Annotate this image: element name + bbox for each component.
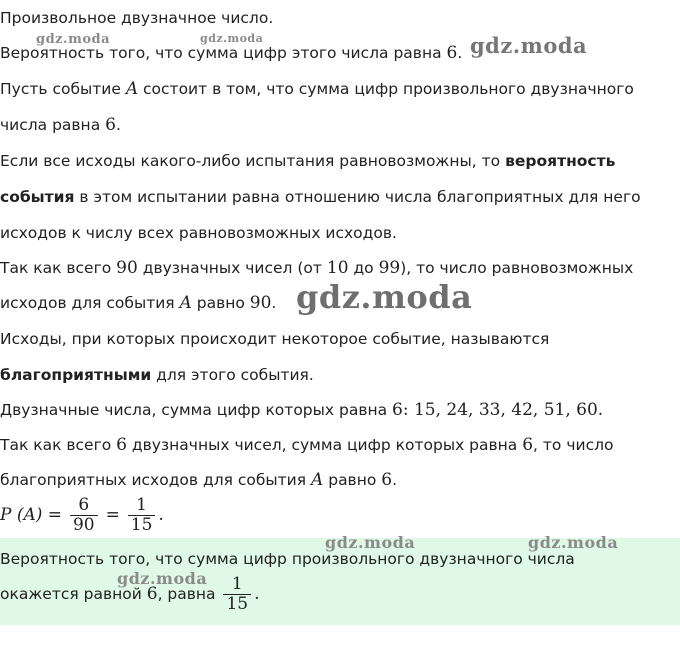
text-line (0, 114, 121, 136)
text-span: Так как всего (0, 436, 117, 454)
text-span: окажется равной (0, 585, 147, 603)
bold-term: благоприятными (0, 366, 152, 384)
probability-formula (0, 496, 164, 535)
text-line (0, 399, 603, 421)
text-span: для этого события. (151, 366, 314, 384)
math-number: 90 (116, 258, 138, 278)
math-number: 10 (326, 258, 349, 278)
text-line (0, 292, 276, 314)
math-number: 6 (105, 115, 116, 135)
text-span: Вероятность того, что сумма цифр произвольного двузначного числа (0, 550, 575, 568)
answer-end: . (254, 584, 260, 604)
text-line (0, 469, 397, 491)
formula-lhs: P (A) = (0, 505, 63, 525)
text-span: до (348, 259, 379, 277)
text-line (0, 328, 549, 350)
watermark: gdz.moda (325, 533, 416, 552)
text-span: Если все исходы какого-либо испытания равновозможны, то (0, 152, 506, 170)
watermark: gdz.moda (470, 33, 588, 58)
text-line (0, 186, 641, 208)
text-span: Так как всего (0, 259, 117, 277)
text-span: Исходы, при которых происходит некоторое событие, называются (0, 330, 550, 348)
text-line (0, 7, 273, 29)
math-number: 99 (378, 258, 401, 278)
text-line (0, 222, 397, 244)
fraction-1-15 (128, 496, 156, 535)
text-span: исходов для события (0, 294, 180, 312)
answer-line (0, 548, 575, 570)
fraction-denominator: 15 (226, 594, 249, 614)
text-line (0, 150, 615, 172)
watermark: gdz.moda (117, 569, 208, 588)
math-number: 90 (249, 293, 272, 313)
watermark: gdz.moda (528, 533, 619, 552)
text-line (0, 434, 613, 456)
text-span: числа равна (0, 116, 106, 134)
text-span: . (392, 471, 398, 489)
formula-end: . (158, 505, 164, 525)
text-span: равно (323, 471, 382, 489)
fraction-numerator: 6 (70, 496, 98, 516)
math-variable: A (311, 470, 324, 490)
text-span: двузначных чисел (от (137, 259, 327, 277)
math-number: 6 (146, 584, 158, 604)
text-span: . (115, 116, 121, 134)
text-span: благоприятных исходов для события (0, 471, 312, 489)
text-span: Вероятность того, что сумма цифр этого числа равна (0, 44, 447, 62)
text-span: равно (191, 294, 250, 312)
text-span: , то число (533, 436, 614, 454)
fraction-denominator: 90 (72, 515, 95, 535)
text-span: Пусть событие (0, 80, 126, 98)
text-span: ), то число равновозможных (400, 259, 634, 277)
fraction-denominator: 15 (130, 515, 153, 535)
math-number: 6 (116, 435, 127, 455)
text-span: Двузначные числа, сумма цифр которых равна (0, 401, 393, 419)
math-number-list: 6: 15, 24, 33, 42, 51, 60. (392, 400, 604, 420)
text-span: . (271, 294, 277, 312)
answer-fraction (223, 575, 251, 614)
watermark: gdz.moda (200, 32, 264, 45)
math-variable: A (125, 79, 139, 99)
text-span: . (457, 44, 463, 62)
text-span: , равна (157, 585, 216, 603)
text-span: исходов к числу всех равновозможных исходов. (0, 224, 397, 242)
text-span: двузначных чисел, сумма цифр которых равна (126, 436, 523, 454)
text-line (0, 364, 314, 386)
text-span: состоит в том, что сумма цифр произвольного двузначного (138, 80, 634, 98)
bold-term: вероятность (505, 152, 616, 170)
text-line (0, 257, 633, 279)
math-variable: A (179, 293, 192, 313)
equals-sign: = (105, 505, 120, 525)
watermark: gdz.moda (296, 278, 473, 316)
text-span: в этом испытании равна отношению числа благоприятных для него (74, 188, 641, 206)
fraction-numerator: 1 (128, 496, 156, 516)
fraction-numerator: 1 (223, 575, 251, 595)
math-number: 6 (381, 470, 393, 490)
bold-term: события (0, 188, 75, 206)
fraction-6-90 (70, 496, 98, 535)
watermark: gdz.moda (36, 32, 111, 47)
text-line (0, 78, 634, 100)
math-number: 6 (446, 43, 458, 63)
math-number: 6 (522, 435, 534, 455)
text-span: Произвольное двузначное число. (0, 9, 274, 27)
